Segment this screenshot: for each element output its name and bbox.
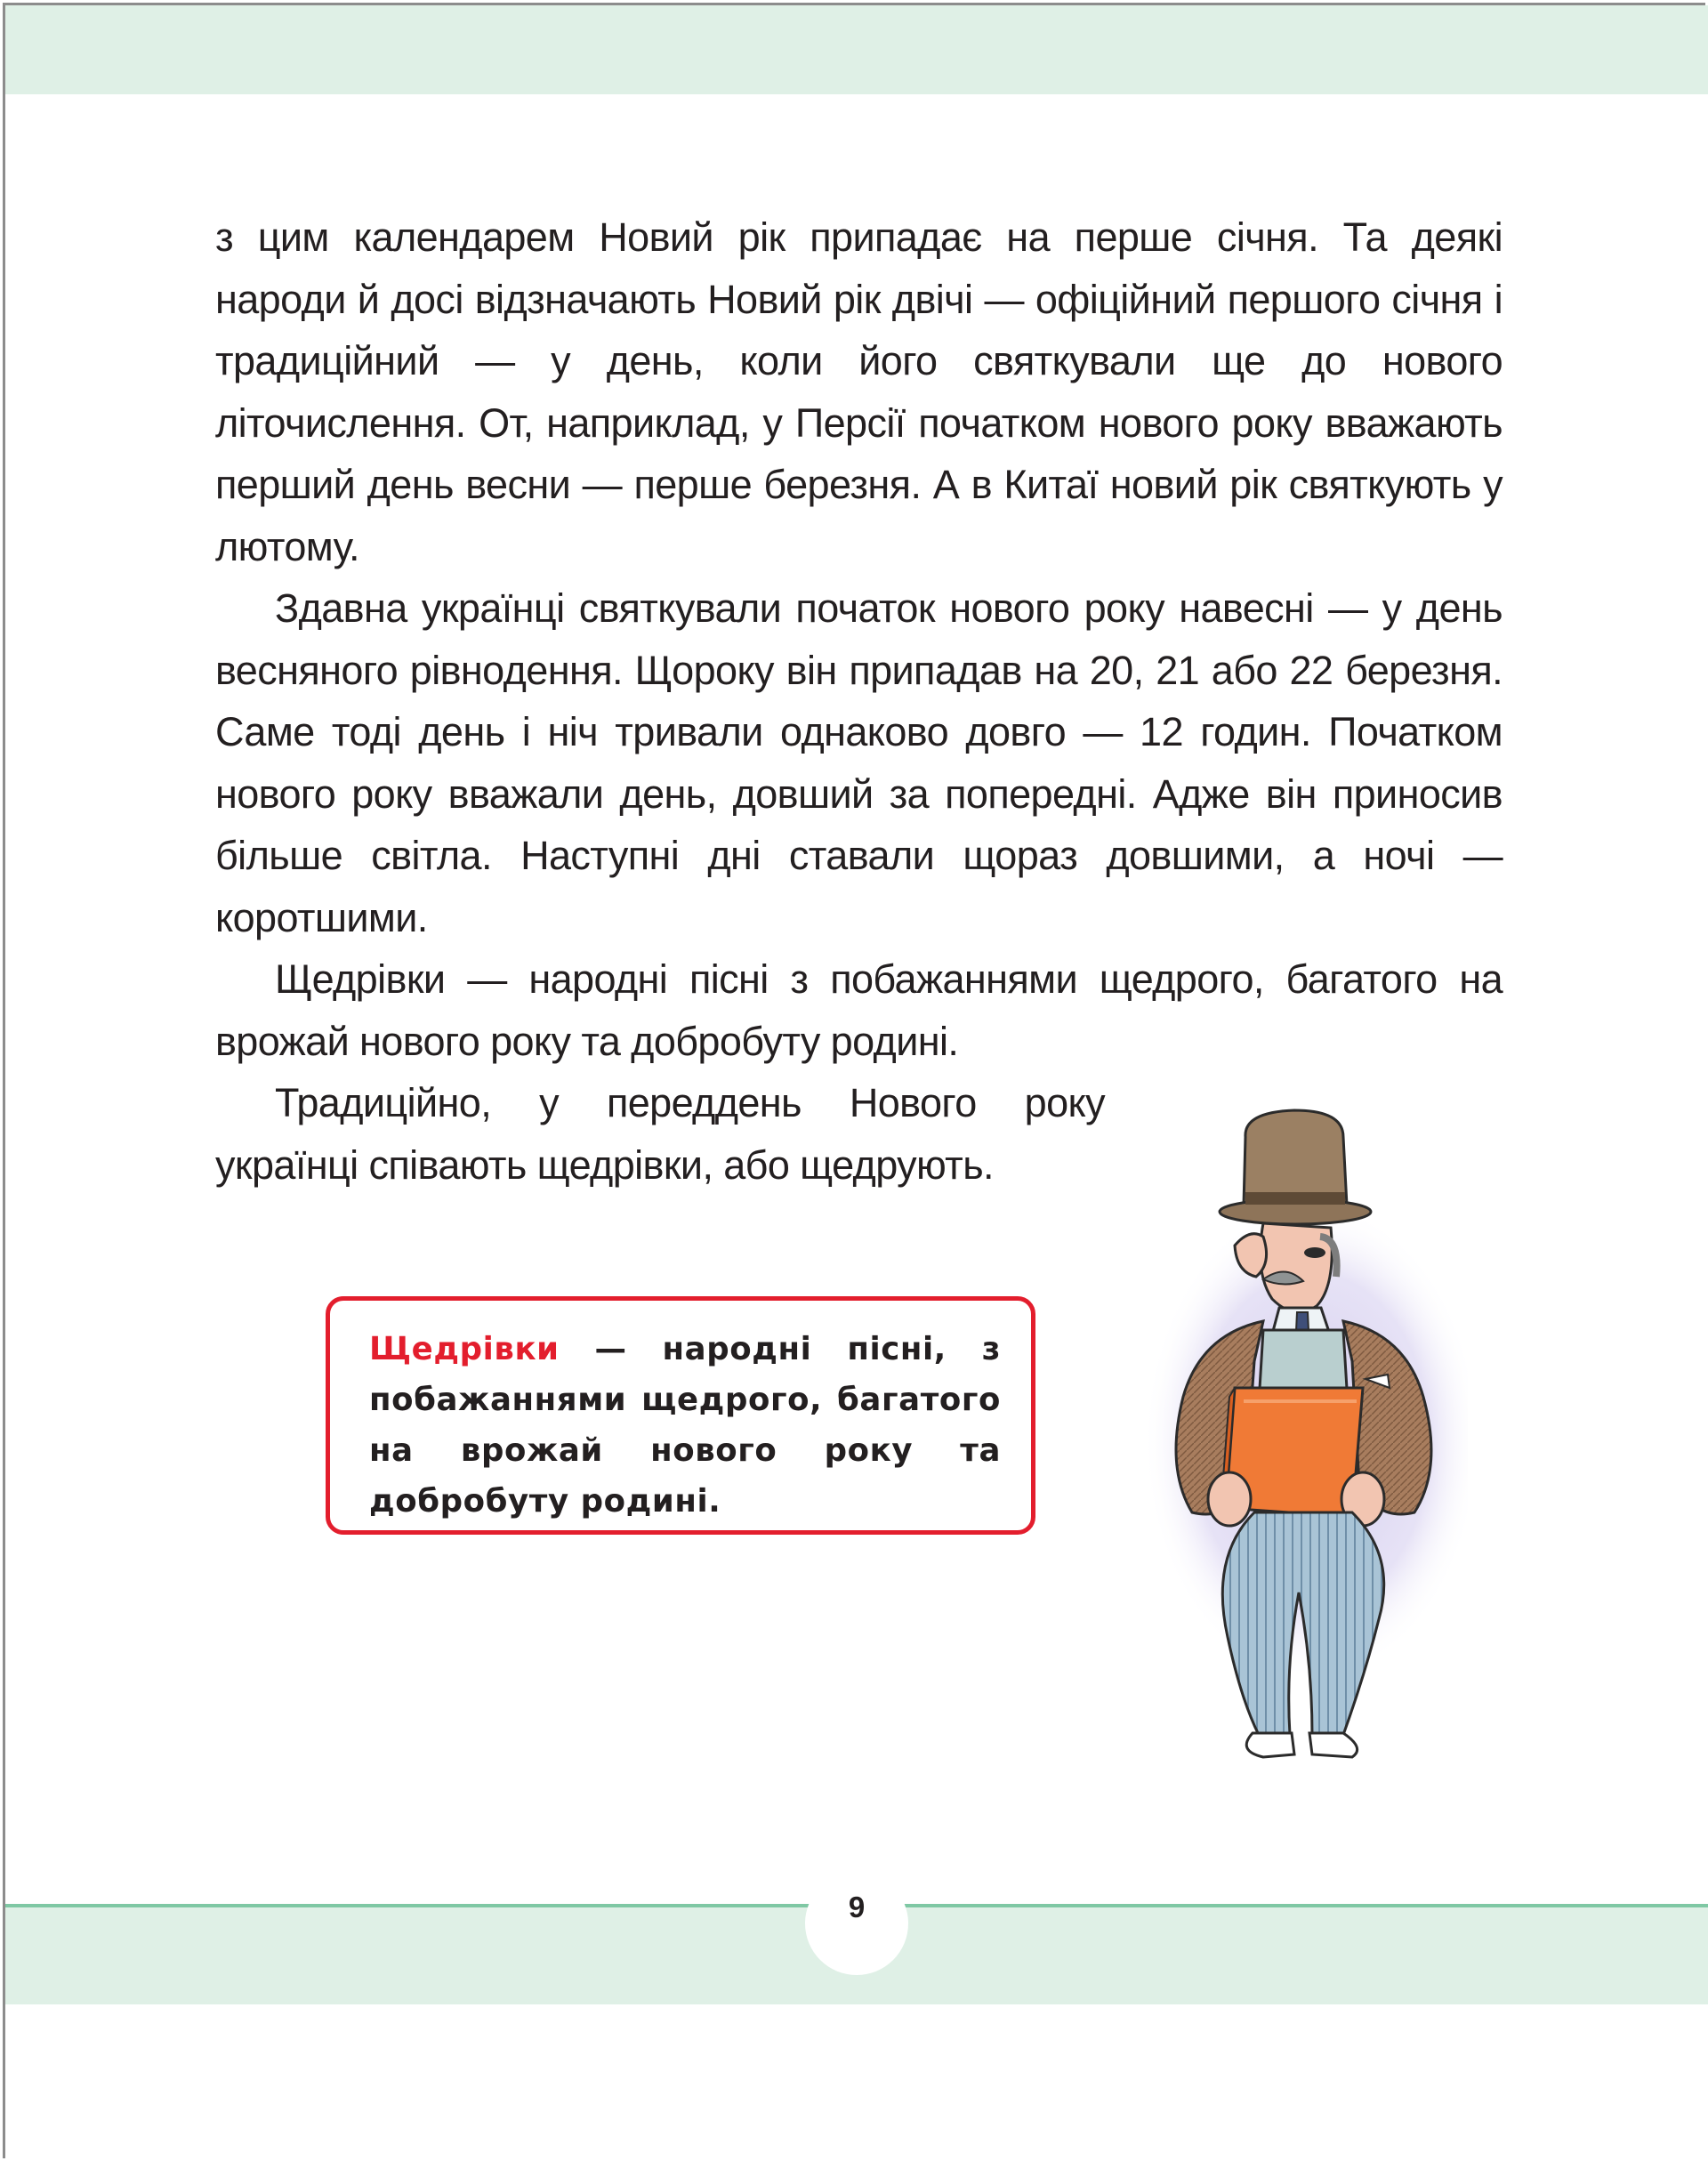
paragraph-1: з цим календарем Новий рік припадає на перше січня. Та деякі народи й досі відзначають Новий рік двічі — офіційний першого січня і традиційний — у день, коли його святкували ще до нового літочислення. От, наприклад, у Персії початком нового року вважають перший день весни — перше березня. А в Китаї новий рік святкують у лютому.	[215, 214, 1503, 569]
definition-box	[326, 1296, 1035, 1535]
definition-term: Щедрівки	[369, 1331, 560, 1367]
definition-body: — народні пісні, з побажаннями щедрого, багатого на врожай нового року та добробуту родині.	[369, 1331, 1001, 1520]
main-text	[215, 206, 1503, 1196]
header-band	[5, 5, 1708, 94]
paragraph-4: Традиційно, у переддень Нового року українці співають щедрівки, або щедрують.	[215, 1080, 1105, 1188]
man-with-book-illustration	[1130, 1094, 1468, 1806]
definition-text	[369, 1324, 1001, 1527]
paragraph-2: Здавна українці святкували початок нового року навесні — у день весняного рівнодення. Щороку він припадав на 20, 21 або 22 березня. Саме тоді день і ніч тривали однаково довго — 12 годин. Початком нового року вважали день, довший за попередні. Адже він приносив більше світла. Наступні дні ставали щораз довшими, а ночі — коротшими.	[215, 585, 1503, 940]
paragraph-3: Щедрівки — народні пісні з побажаннями щедрого, багатого на врожай нового року та добробуту родині.	[215, 956, 1503, 1064]
page-number: 9	[805, 1872, 908, 1975]
